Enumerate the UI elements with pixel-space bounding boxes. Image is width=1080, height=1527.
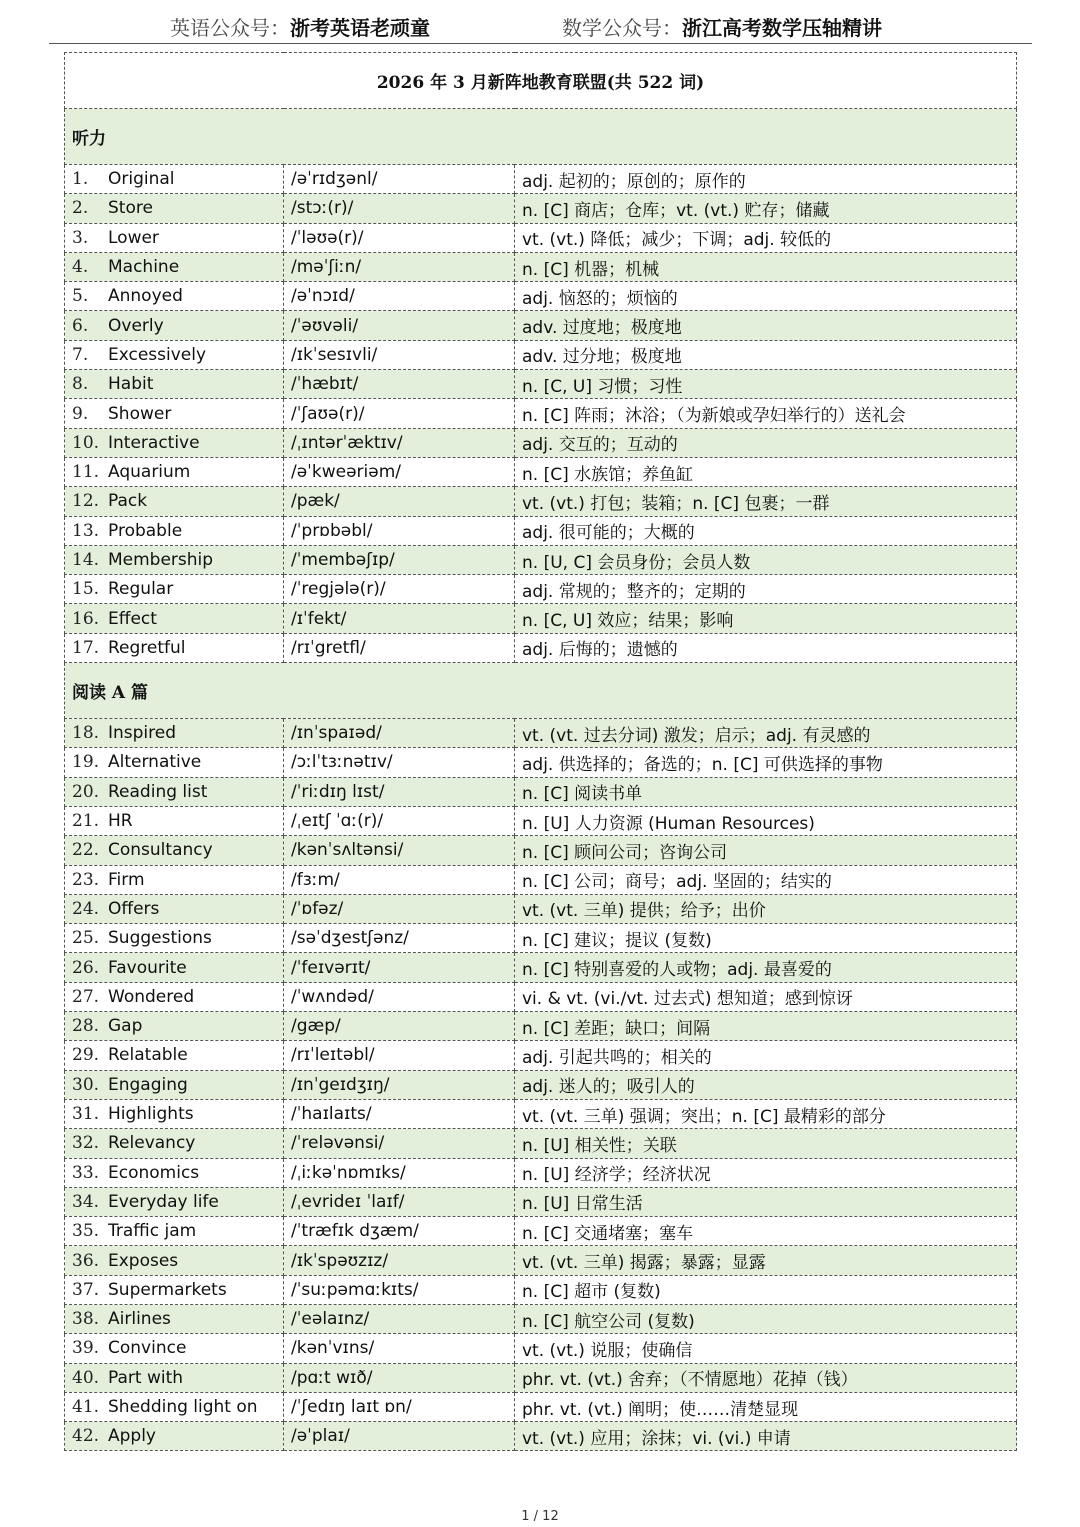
entry-word: Original xyxy=(108,169,175,190)
word-cell xyxy=(65,311,284,340)
phonetic-cell: /ɔːlˈtɜːnətɪv/ xyxy=(284,748,515,777)
section-heading: 阅读 A 篇 xyxy=(65,663,1017,719)
vocab-row xyxy=(65,924,1017,953)
phonetic-cell: /ˈregjələ(r)/ xyxy=(284,575,515,604)
definition-cell: n. [C] 机器；机械 xyxy=(515,252,1017,281)
vocab-row xyxy=(65,1070,1017,1099)
vocab-row xyxy=(65,719,1017,748)
entry-number: 15. xyxy=(72,579,100,600)
phonetic-cell: /ˈtræfɪk dʒæm/ xyxy=(284,1217,515,1246)
entry-word: Supermarkets xyxy=(108,1279,227,1300)
word-cell xyxy=(65,1187,284,1216)
entry-number: 29. xyxy=(72,1045,100,1066)
page-header xyxy=(0,12,1080,44)
english-account-label: 英语公众号： xyxy=(170,16,290,40)
word-cell xyxy=(65,165,284,194)
vocab-row xyxy=(65,894,1017,923)
entry-number: 21. xyxy=(72,811,100,832)
word-cell xyxy=(65,777,284,806)
word-cell xyxy=(65,545,284,574)
entry-word: Consultancy xyxy=(108,840,213,861)
word-cell xyxy=(65,223,284,252)
phonetic-cell: /ˈriːdɪŋ lɪst/ xyxy=(284,777,515,806)
definition-cell: n. [C] 差距；缺口；间隔 xyxy=(515,1012,1017,1041)
phonetic-cell: /pɑːt wɪð/ xyxy=(284,1363,515,1392)
phonetic-cell: /ˈreləvənsi/ xyxy=(284,1129,515,1158)
definition-cell: vt. (vt. 过去分词) 激发；启示；adj. 有灵感的 xyxy=(515,719,1017,748)
section-heading: 听力 xyxy=(65,109,1017,165)
page-number: 1 / 12 xyxy=(521,1509,559,1524)
vocab-row xyxy=(65,428,1017,457)
entry-word: Regretful xyxy=(108,637,186,658)
entry-word: Everyday life xyxy=(108,1191,219,1212)
vocab-row xyxy=(65,282,1017,311)
vocab-row xyxy=(65,1334,1017,1363)
phonetic-cell: /ˈʃaʊə(r)/ xyxy=(284,399,515,428)
definition-cell: vt. (vt.) 降低；减少；下调；adj. 较低的 xyxy=(515,223,1017,252)
word-cell xyxy=(65,1070,284,1099)
entry-number: 32. xyxy=(72,1133,100,1154)
vocabulary-table xyxy=(64,52,1017,1451)
definition-cell: n. [C] 商店；仓库；vt. (vt.) 贮存；储藏 xyxy=(515,194,1017,223)
definition-cell: adj. 很可能的；大概的 xyxy=(515,516,1017,545)
word-cell xyxy=(65,575,284,604)
word-cell xyxy=(65,194,284,223)
phonetic-cell: /səˈdʒestʃənz/ xyxy=(284,924,515,953)
vocab-row xyxy=(65,1363,1017,1392)
word-cell xyxy=(65,924,284,953)
phonetic-cell: /ˌɪntərˈæktɪv/ xyxy=(284,428,515,457)
definition-cell: adv. 过度地；极度地 xyxy=(515,311,1017,340)
entry-number: 19. xyxy=(72,752,100,773)
entry-number: 31. xyxy=(72,1104,100,1125)
word-cell xyxy=(65,1158,284,1187)
entry-number: 12. xyxy=(72,491,100,512)
entry-number: 34. xyxy=(72,1191,100,1212)
word-cell xyxy=(65,516,284,545)
entry-number: 7. xyxy=(72,344,89,365)
entry-number: 9. xyxy=(72,403,89,424)
entry-word: Shedding light on xyxy=(108,1397,258,1418)
entry-word: Excessively xyxy=(108,344,207,365)
section-row xyxy=(65,109,1017,165)
document-title: 2026 年 3 月新阵地教育联盟(共 522 词) xyxy=(65,53,1017,109)
word-cell xyxy=(65,399,284,428)
phonetic-cell: /pæk/ xyxy=(284,487,515,516)
vocab-row xyxy=(65,633,1017,662)
phonetic-cell: /ɪkˈspəʊzɪz/ xyxy=(284,1246,515,1275)
entry-word: Interactive xyxy=(108,432,200,453)
entry-number: 30. xyxy=(72,1074,100,1095)
word-cell xyxy=(65,633,284,662)
phonetic-cell: /əˈnɔɪd/ xyxy=(284,282,515,311)
entry-word: Convince xyxy=(108,1338,187,1359)
word-cell xyxy=(65,865,284,894)
entry-number: 27. xyxy=(72,986,100,1007)
vocab-row xyxy=(65,748,1017,777)
definition-cell: phr. vt. (vt.) 阐明；使……清楚显现 xyxy=(515,1392,1017,1421)
entry-word: Overly xyxy=(108,315,164,336)
phonetic-cell: /əˈkweəriəm/ xyxy=(284,457,515,486)
definition-cell: n. [C] 超市 (复数) xyxy=(515,1275,1017,1304)
entry-word: Offers xyxy=(108,898,160,919)
entry-number: 23. xyxy=(72,869,100,890)
entry-number: 38. xyxy=(72,1309,100,1330)
word-cell xyxy=(65,487,284,516)
vocab-row xyxy=(65,1041,1017,1070)
entry-number: 39. xyxy=(72,1338,100,1359)
entry-word: Apply xyxy=(108,1426,156,1447)
entry-number: 42. xyxy=(72,1426,100,1447)
entry-number: 13. xyxy=(72,520,100,541)
word-cell xyxy=(65,1041,284,1070)
definition-cell: n. [U] 人力资源 (Human Resources) xyxy=(515,806,1017,835)
vocabulary-table-body xyxy=(65,53,1017,1451)
phonetic-cell: /ɪnˈspaɪəd/ xyxy=(284,719,515,748)
entry-number: 3. xyxy=(72,227,89,248)
word-cell xyxy=(65,604,284,633)
vocab-row xyxy=(65,194,1017,223)
word-cell xyxy=(65,1304,284,1333)
definition-cell: vt. (vt. 三单) 强调；突出；n. [C] 最精彩的部分 xyxy=(515,1099,1017,1128)
entry-number: 10. xyxy=(72,432,100,453)
definition-cell: vt. (vt. 三单) 提供；给予；出价 xyxy=(515,894,1017,923)
phonetic-cell: /ˈsuːpəmɑːkɪts/ xyxy=(284,1275,515,1304)
vocab-row xyxy=(65,165,1017,194)
entry-number: 14. xyxy=(72,550,100,570)
definition-cell: adj. 迷人的；吸引人的 xyxy=(515,1070,1017,1099)
vocab-row xyxy=(65,1246,1017,1275)
entry-word: Engaging xyxy=(108,1074,188,1095)
entry-word: Alternative xyxy=(108,752,202,773)
entry-word: Membership xyxy=(108,550,214,570)
word-cell xyxy=(65,894,284,923)
phonetic-cell: /ˈmembəʃɪp/ xyxy=(284,545,515,574)
vocab-row xyxy=(65,575,1017,604)
word-cell xyxy=(65,982,284,1011)
vocab-row xyxy=(65,604,1017,633)
phonetic-cell: /ˈwʌndəd/ xyxy=(284,982,515,1011)
phonetic-cell: /ˈləʊə(r)/ xyxy=(284,223,515,252)
word-cell xyxy=(65,1363,284,1392)
definition-cell: adj. 常规的；整齐的；定期的 xyxy=(515,575,1017,604)
definition-cell: adj. 后悔的；遗憾的 xyxy=(515,633,1017,662)
entry-word: Relevancy xyxy=(108,1133,196,1154)
section-row xyxy=(65,663,1017,719)
entry-number: 20. xyxy=(72,781,100,802)
vocab-row xyxy=(65,1099,1017,1128)
definition-cell: n. [C] 特别喜爱的人或物；adj. 最喜爱的 xyxy=(515,953,1017,982)
entry-word: Shower xyxy=(108,403,172,424)
vocab-row xyxy=(65,1275,1017,1304)
word-cell xyxy=(65,1012,284,1041)
word-cell xyxy=(65,836,284,865)
phonetic-cell: /əˈplaɪ/ xyxy=(284,1422,515,1451)
entry-word: Highlights xyxy=(108,1104,194,1125)
vocab-row xyxy=(65,1129,1017,1158)
definition-cell: adj. 供选择的；备选的；n. [C] 可供选择的事物 xyxy=(515,748,1017,777)
word-cell xyxy=(65,953,284,982)
phonetic-cell: /ˈfeɪvərɪt/ xyxy=(284,953,515,982)
vocab-row xyxy=(65,1158,1017,1187)
definition-cell: vt. (vt.) 应用；涂抹；vi. (vi.) 申请 xyxy=(515,1422,1017,1451)
entry-word: Traffic jam xyxy=(108,1221,197,1242)
entry-number: 24. xyxy=(72,898,100,919)
vocab-row xyxy=(65,399,1017,428)
math-account-name: 浙江高考数学压轴精讲 xyxy=(682,16,882,40)
word-cell xyxy=(65,340,284,369)
word-cell xyxy=(65,1422,284,1451)
entry-word: Firm xyxy=(108,869,145,890)
vocab-row xyxy=(65,252,1017,281)
entry-word: Airlines xyxy=(108,1309,171,1330)
phonetic-cell: /ɪˈfekt/ xyxy=(284,604,515,633)
word-cell xyxy=(65,282,284,311)
phonetic-cell: /gæp/ xyxy=(284,1012,515,1041)
entry-number: 28. xyxy=(72,1016,100,1037)
word-cell xyxy=(65,1217,284,1246)
entry-word: Gap xyxy=(108,1016,143,1037)
entry-number: 37. xyxy=(72,1279,100,1300)
definition-cell: n. [C] 交通堵塞；塞车 xyxy=(515,1217,1017,1246)
header-divider xyxy=(49,43,1032,44)
vocab-row xyxy=(65,777,1017,806)
entry-word: Store xyxy=(108,198,153,219)
definition-cell: n. [C] 阵雨；沐浴；（为新娘或孕妇举行的）送礼会 xyxy=(515,399,1017,428)
entry-number: 1. xyxy=(72,169,89,190)
phonetic-cell: /ˈprɒbəbl/ xyxy=(284,516,515,545)
english-account xyxy=(170,12,430,41)
vocab-row xyxy=(65,340,1017,369)
entry-word: Probable xyxy=(108,520,183,541)
definition-cell: phr. vt. (vt.) 舍弃；（不情愿地）花掉（钱） xyxy=(515,1363,1017,1392)
word-cell xyxy=(65,1129,284,1158)
english-account-name: 浙考英语老顽童 xyxy=(290,16,430,40)
definition-cell: n. [C, U] 效应；结果；影响 xyxy=(515,604,1017,633)
phonetic-cell: /ˈəʊvəli/ xyxy=(284,311,515,340)
definition-cell: n. [C, U] 习惯；习性 xyxy=(515,370,1017,399)
phonetic-cell: /rɪˈleɪtəbl/ xyxy=(284,1041,515,1070)
entry-word: Inspired xyxy=(108,723,177,744)
entry-number: 41. xyxy=(72,1397,100,1418)
math-account-label: 数学公众号： xyxy=(562,16,682,40)
vocab-row xyxy=(65,1187,1017,1216)
definition-cell: n. [U] 相关性；关联 xyxy=(515,1129,1017,1158)
word-cell xyxy=(65,1392,284,1421)
entry-number: 8. xyxy=(72,374,89,395)
entry-number: 33. xyxy=(72,1162,100,1183)
vocab-row xyxy=(65,1217,1017,1246)
entry-number: 2. xyxy=(72,198,89,219)
definition-cell: vt. (vt.) 说服；使确信 xyxy=(515,1334,1017,1363)
definition-cell: n. [U] 日常生活 xyxy=(515,1187,1017,1216)
vocab-row xyxy=(65,487,1017,516)
entry-word: Lower xyxy=(108,227,159,248)
word-cell xyxy=(65,252,284,281)
word-cell xyxy=(65,1246,284,1275)
word-cell xyxy=(65,370,284,399)
math-account xyxy=(562,12,882,41)
definition-cell: n. [C] 阅读书单 xyxy=(515,777,1017,806)
entry-word: Favourite xyxy=(108,957,187,978)
phonetic-cell: /kənˈsʌltənsi/ xyxy=(284,836,515,865)
vocab-row xyxy=(65,516,1017,545)
phonetic-cell: /ˌevrideɪ ˈlaɪf/ xyxy=(284,1187,515,1216)
entry-word: Pack xyxy=(108,491,148,512)
title-row xyxy=(65,53,1017,109)
entry-word: Aquarium xyxy=(108,462,191,483)
phonetic-cell: /ˌiːkəˈnɒmɪks/ xyxy=(284,1158,515,1187)
vocab-row xyxy=(65,836,1017,865)
word-cell xyxy=(65,457,284,486)
word-cell xyxy=(65,719,284,748)
entry-number: 36. xyxy=(72,1250,100,1271)
entry-number: 18. xyxy=(72,723,100,744)
definition-cell: n. [C] 公司；商号；adj. 坚固的；结实的 xyxy=(515,865,1017,894)
vocab-row xyxy=(65,982,1017,1011)
phonetic-cell: /ˈʃedɪŋ laɪt ɒn/ xyxy=(284,1392,515,1421)
phonetic-cell: /rɪˈgretfl/ xyxy=(284,633,515,662)
word-cell xyxy=(65,748,284,777)
phonetic-cell: /kənˈvɪns/ xyxy=(284,1334,515,1363)
phonetic-cell: /ɪkˈsesɪvli/ xyxy=(284,340,515,369)
vocab-row xyxy=(65,311,1017,340)
entry-number: 11. xyxy=(72,462,100,483)
phonetic-cell: /ˌeɪtʃ ˈɑː(r)/ xyxy=(284,806,515,835)
entry-word: Economics xyxy=(108,1162,200,1183)
word-cell xyxy=(65,806,284,835)
vocab-row xyxy=(65,865,1017,894)
definition-cell: n. [U, C] 会员身份；会员人数 xyxy=(515,545,1017,574)
vocab-row xyxy=(65,1012,1017,1041)
entry-word: Habit xyxy=(108,374,154,395)
entry-number: 40. xyxy=(72,1367,100,1388)
entry-word: Effect xyxy=(108,608,157,629)
entry-number: 35. xyxy=(72,1221,100,1242)
definition-cell: adj. 引起共鸣的；相关的 xyxy=(515,1041,1017,1070)
entry-number: 22. xyxy=(72,840,100,861)
definition-cell: vt. (vt.) 打包；装箱；n. [C] 包裹；一群 xyxy=(515,487,1017,516)
entry-word: Exposes xyxy=(108,1250,179,1271)
vocab-row xyxy=(65,1304,1017,1333)
entry-number: 5. xyxy=(72,286,89,307)
vocab-row xyxy=(65,223,1017,252)
entry-word: Suggestions xyxy=(108,928,212,949)
definition-cell: n. [C] 水族馆；养鱼缸 xyxy=(515,457,1017,486)
entry-number: 16. xyxy=(72,608,100,629)
entry-word: Relatable xyxy=(108,1045,188,1066)
phonetic-cell: /əˈrɪdʒənl/ xyxy=(284,165,515,194)
definition-cell: adj. 恼怒的；烦恼的 xyxy=(515,282,1017,311)
word-cell xyxy=(65,428,284,457)
phonetic-cell: /ˈhæbɪt/ xyxy=(284,370,515,399)
definition-cell: vi. & vt. (vi./vt. 过去式) 想知道；感到惊讶 xyxy=(515,982,1017,1011)
vocab-row xyxy=(65,457,1017,486)
phonetic-cell: /ˈhaɪlaɪts/ xyxy=(284,1099,515,1128)
entry-word: Reading list xyxy=(108,781,208,802)
entry-number: 25. xyxy=(72,928,100,949)
vocab-row xyxy=(65,545,1017,574)
phonetic-cell: /məˈʃiːn/ xyxy=(284,252,515,281)
entry-number: 26. xyxy=(72,957,100,978)
vocab-row xyxy=(65,1422,1017,1451)
phonetic-cell: /ˈɒfəz/ xyxy=(284,894,515,923)
entry-word: Annoyed xyxy=(108,286,183,307)
word-cell xyxy=(65,1334,284,1363)
definition-cell: vt. (vt. 三单) 揭露；暴露；显露 xyxy=(515,1246,1017,1275)
phonetic-cell: /stɔː(r)/ xyxy=(284,194,515,223)
phonetic-cell: /ɪnˈgeɪdʒɪŋ/ xyxy=(284,1070,515,1099)
entry-word: Machine xyxy=(108,257,180,278)
definition-cell: n. [C] 航空公司 (复数) xyxy=(515,1304,1017,1333)
entry-number: 17. xyxy=(72,637,100,658)
entry-number: 4. xyxy=(72,257,89,278)
vocab-row xyxy=(65,806,1017,835)
entry-word: Regular xyxy=(108,579,174,600)
entry-word: Wondered xyxy=(108,986,195,1007)
vocab-row xyxy=(65,953,1017,982)
word-cell xyxy=(65,1099,284,1128)
entry-word: Part with xyxy=(108,1367,184,1388)
phonetic-cell: /ˈeəlaɪnz/ xyxy=(284,1304,515,1333)
definition-cell: n. [C] 顾问公司；咨询公司 xyxy=(515,836,1017,865)
entry-number: 6. xyxy=(72,315,89,336)
definition-cell: adj. 交互的；互动的 xyxy=(515,428,1017,457)
word-cell xyxy=(65,1275,284,1304)
phonetic-cell: /fɜːm/ xyxy=(284,865,515,894)
definition-cell: n. [C] 建议；提议 (复数) xyxy=(515,924,1017,953)
definition-cell: adv. 过分地；极度地 xyxy=(515,340,1017,369)
entry-word: HR xyxy=(108,811,133,832)
definition-cell: adj. 起初的；原创的；原作的 xyxy=(515,165,1017,194)
vocab-row xyxy=(65,1392,1017,1421)
definition-cell: n. [U] 经济学；经济状况 xyxy=(515,1158,1017,1187)
vocab-row xyxy=(65,370,1017,399)
